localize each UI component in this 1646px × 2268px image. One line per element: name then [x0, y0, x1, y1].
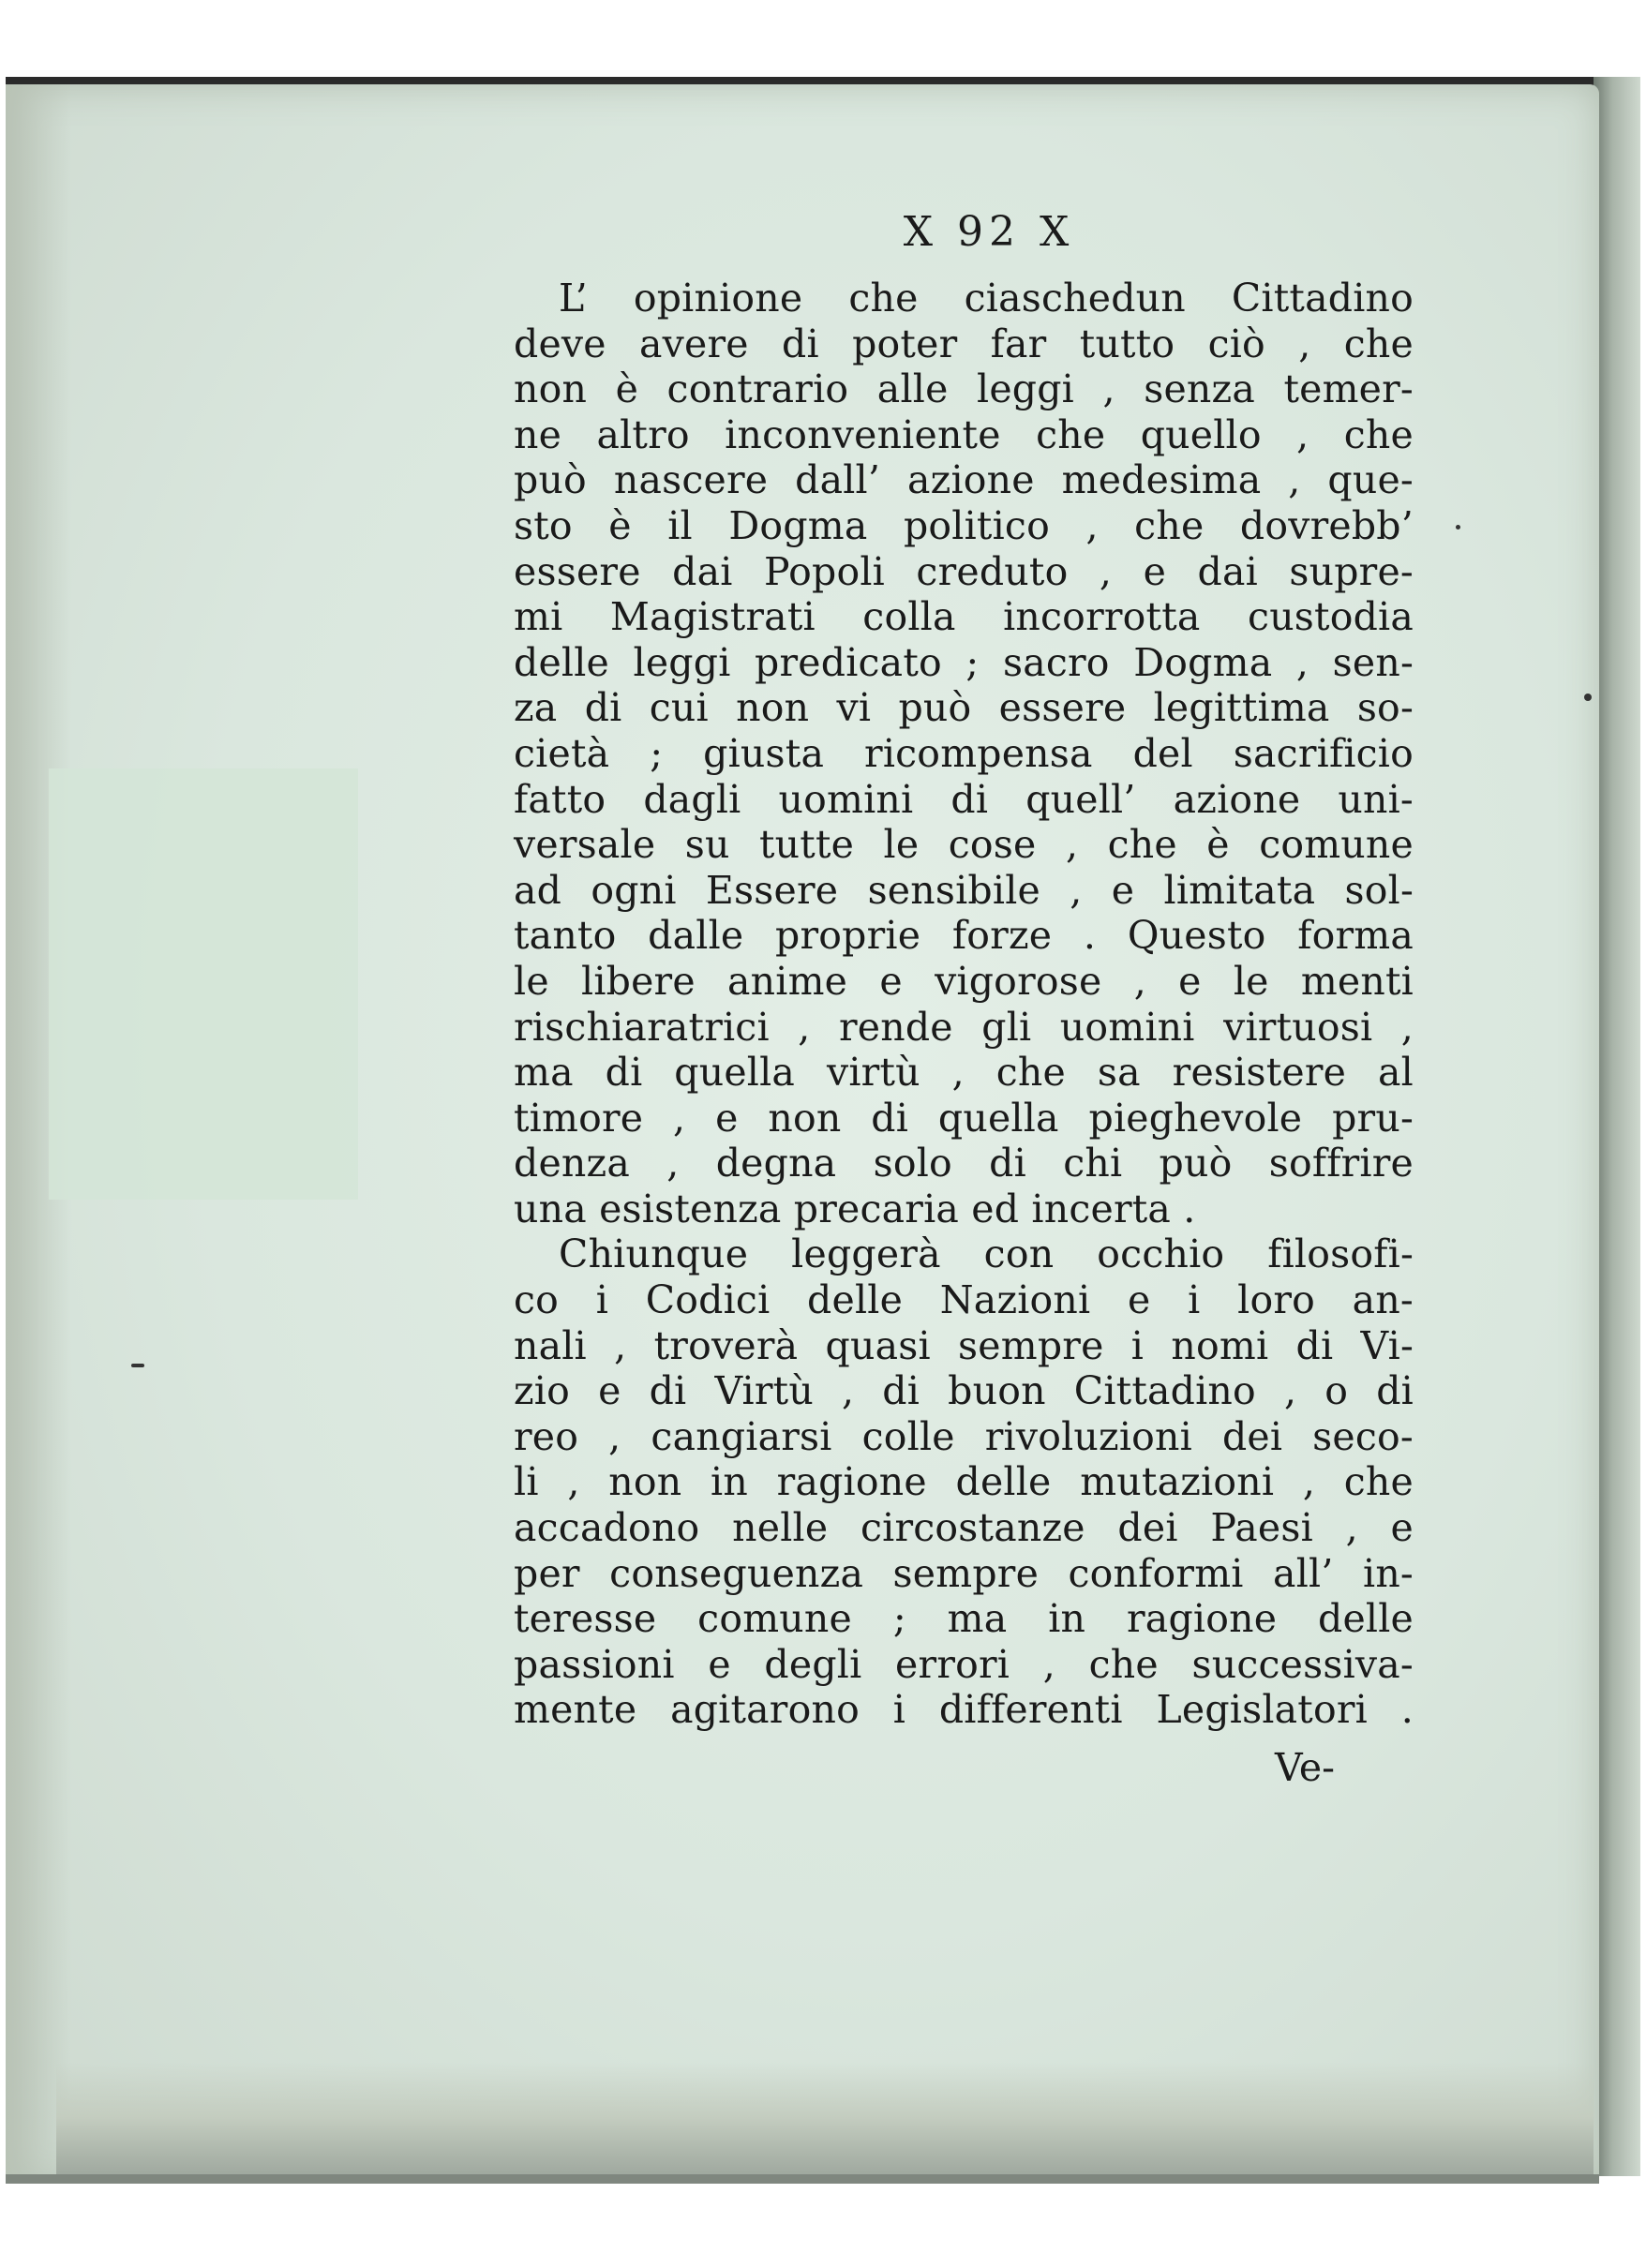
- text-line: reo , cangiarsi colle rivoluzioni dei seco-: [514, 1413, 1414, 1459]
- ink-speck: [131, 1364, 144, 1367]
- text-line: delle leggi predicato ; sacro Dogma , sen-: [514, 639, 1414, 685]
- text-line: ad ogni Essere sensibile , e limitata sol-: [514, 867, 1414, 913]
- text-line: timore , e non di quella pieghevole pru-: [514, 1095, 1414, 1141]
- adjacent-page-edge: [1594, 77, 1640, 2176]
- text-line: mente agitarono i differenti Legislatori .: [514, 1687, 1414, 1733]
- text-line: L’ opinione che ciaschedun Cittadino: [559, 276, 1414, 321]
- text-line: li , non in ragione delle mutazioni , che: [514, 1459, 1414, 1505]
- ink-speck: [1456, 525, 1460, 530]
- text-line: essere dai Popoli creduto , e dai supre-: [514, 548, 1414, 594]
- ink-speck: [1584, 694, 1592, 701]
- text-line: passioni e degli errori , che successiva-: [514, 1641, 1414, 1687]
- page-stain: [49, 768, 358, 1200]
- page-bottom-shadow: [6, 2174, 1599, 2184]
- text-line: Chiunque leggerà con occhio filosofi-: [559, 1231, 1414, 1277]
- text-line: ma di quella virtù , che sa resistere al: [514, 1050, 1414, 1096]
- text-line: zio e di Virtù , di buon Cittadino , o di: [514, 1368, 1414, 1414]
- text-line: nali , troverà quasi sempre i nomi di Vi-: [514, 1322, 1414, 1368]
- text-line: co i Codici delle Nazioni e i loro an-: [514, 1277, 1414, 1323]
- text-line: sto è il Dogma politico , che dovrebb’: [514, 502, 1414, 548]
- running-head: X 92 X: [903, 208, 1075, 256]
- text-line: teresse comune ; ma in ragione delle: [514, 1596, 1414, 1642]
- text-lines: [514, 276, 1414, 1733]
- text-line: per conseguenza sempre conformi all’ in-: [514, 1550, 1414, 1596]
- text-line: denza , degna solo di chi può soffrire: [514, 1141, 1414, 1186]
- text-line: rischiaratrici , rende gli uomini virtuosi ,: [514, 1004, 1414, 1050]
- text-line: fatto dagli uomini di quell’ azione uni-: [514, 776, 1414, 822]
- text-line: tanto dalle proprie forze . Questo forma: [514, 913, 1414, 959]
- body-text: [514, 204, 1414, 1733]
- text-line: può nascere dall’ azione medesima , que-: [514, 457, 1414, 503]
- catchword: Ve-: [1275, 1745, 1335, 1790]
- text-line: le libere anime e vigorose , e le menti: [514, 958, 1414, 1004]
- text-line: versale su tutte le cose , che è comune: [514, 822, 1414, 868]
- text-line: non è contrario alle leggi , senza temer-: [514, 366, 1414, 412]
- text-line: deve avere di poter far tutto ciò , che: [514, 321, 1414, 366]
- text-line: za di cui non vi può essere legittima so-: [514, 685, 1414, 731]
- text-line: ne altro inconveniente che quello , che: [514, 411, 1414, 457]
- text-line: una esistenza precaria ed incerta .: [514, 1186, 1196, 1231]
- text-line: mi Magistrati colla incorrotta custodia: [514, 594, 1414, 640]
- text-line: accadono nelle circostanze dei Paesi , e: [514, 1505, 1414, 1551]
- text-line: cietà ; giusta ricompensa del sacrificio: [514, 730, 1414, 776]
- page-bottom-edge: [56, 2062, 1594, 2184]
